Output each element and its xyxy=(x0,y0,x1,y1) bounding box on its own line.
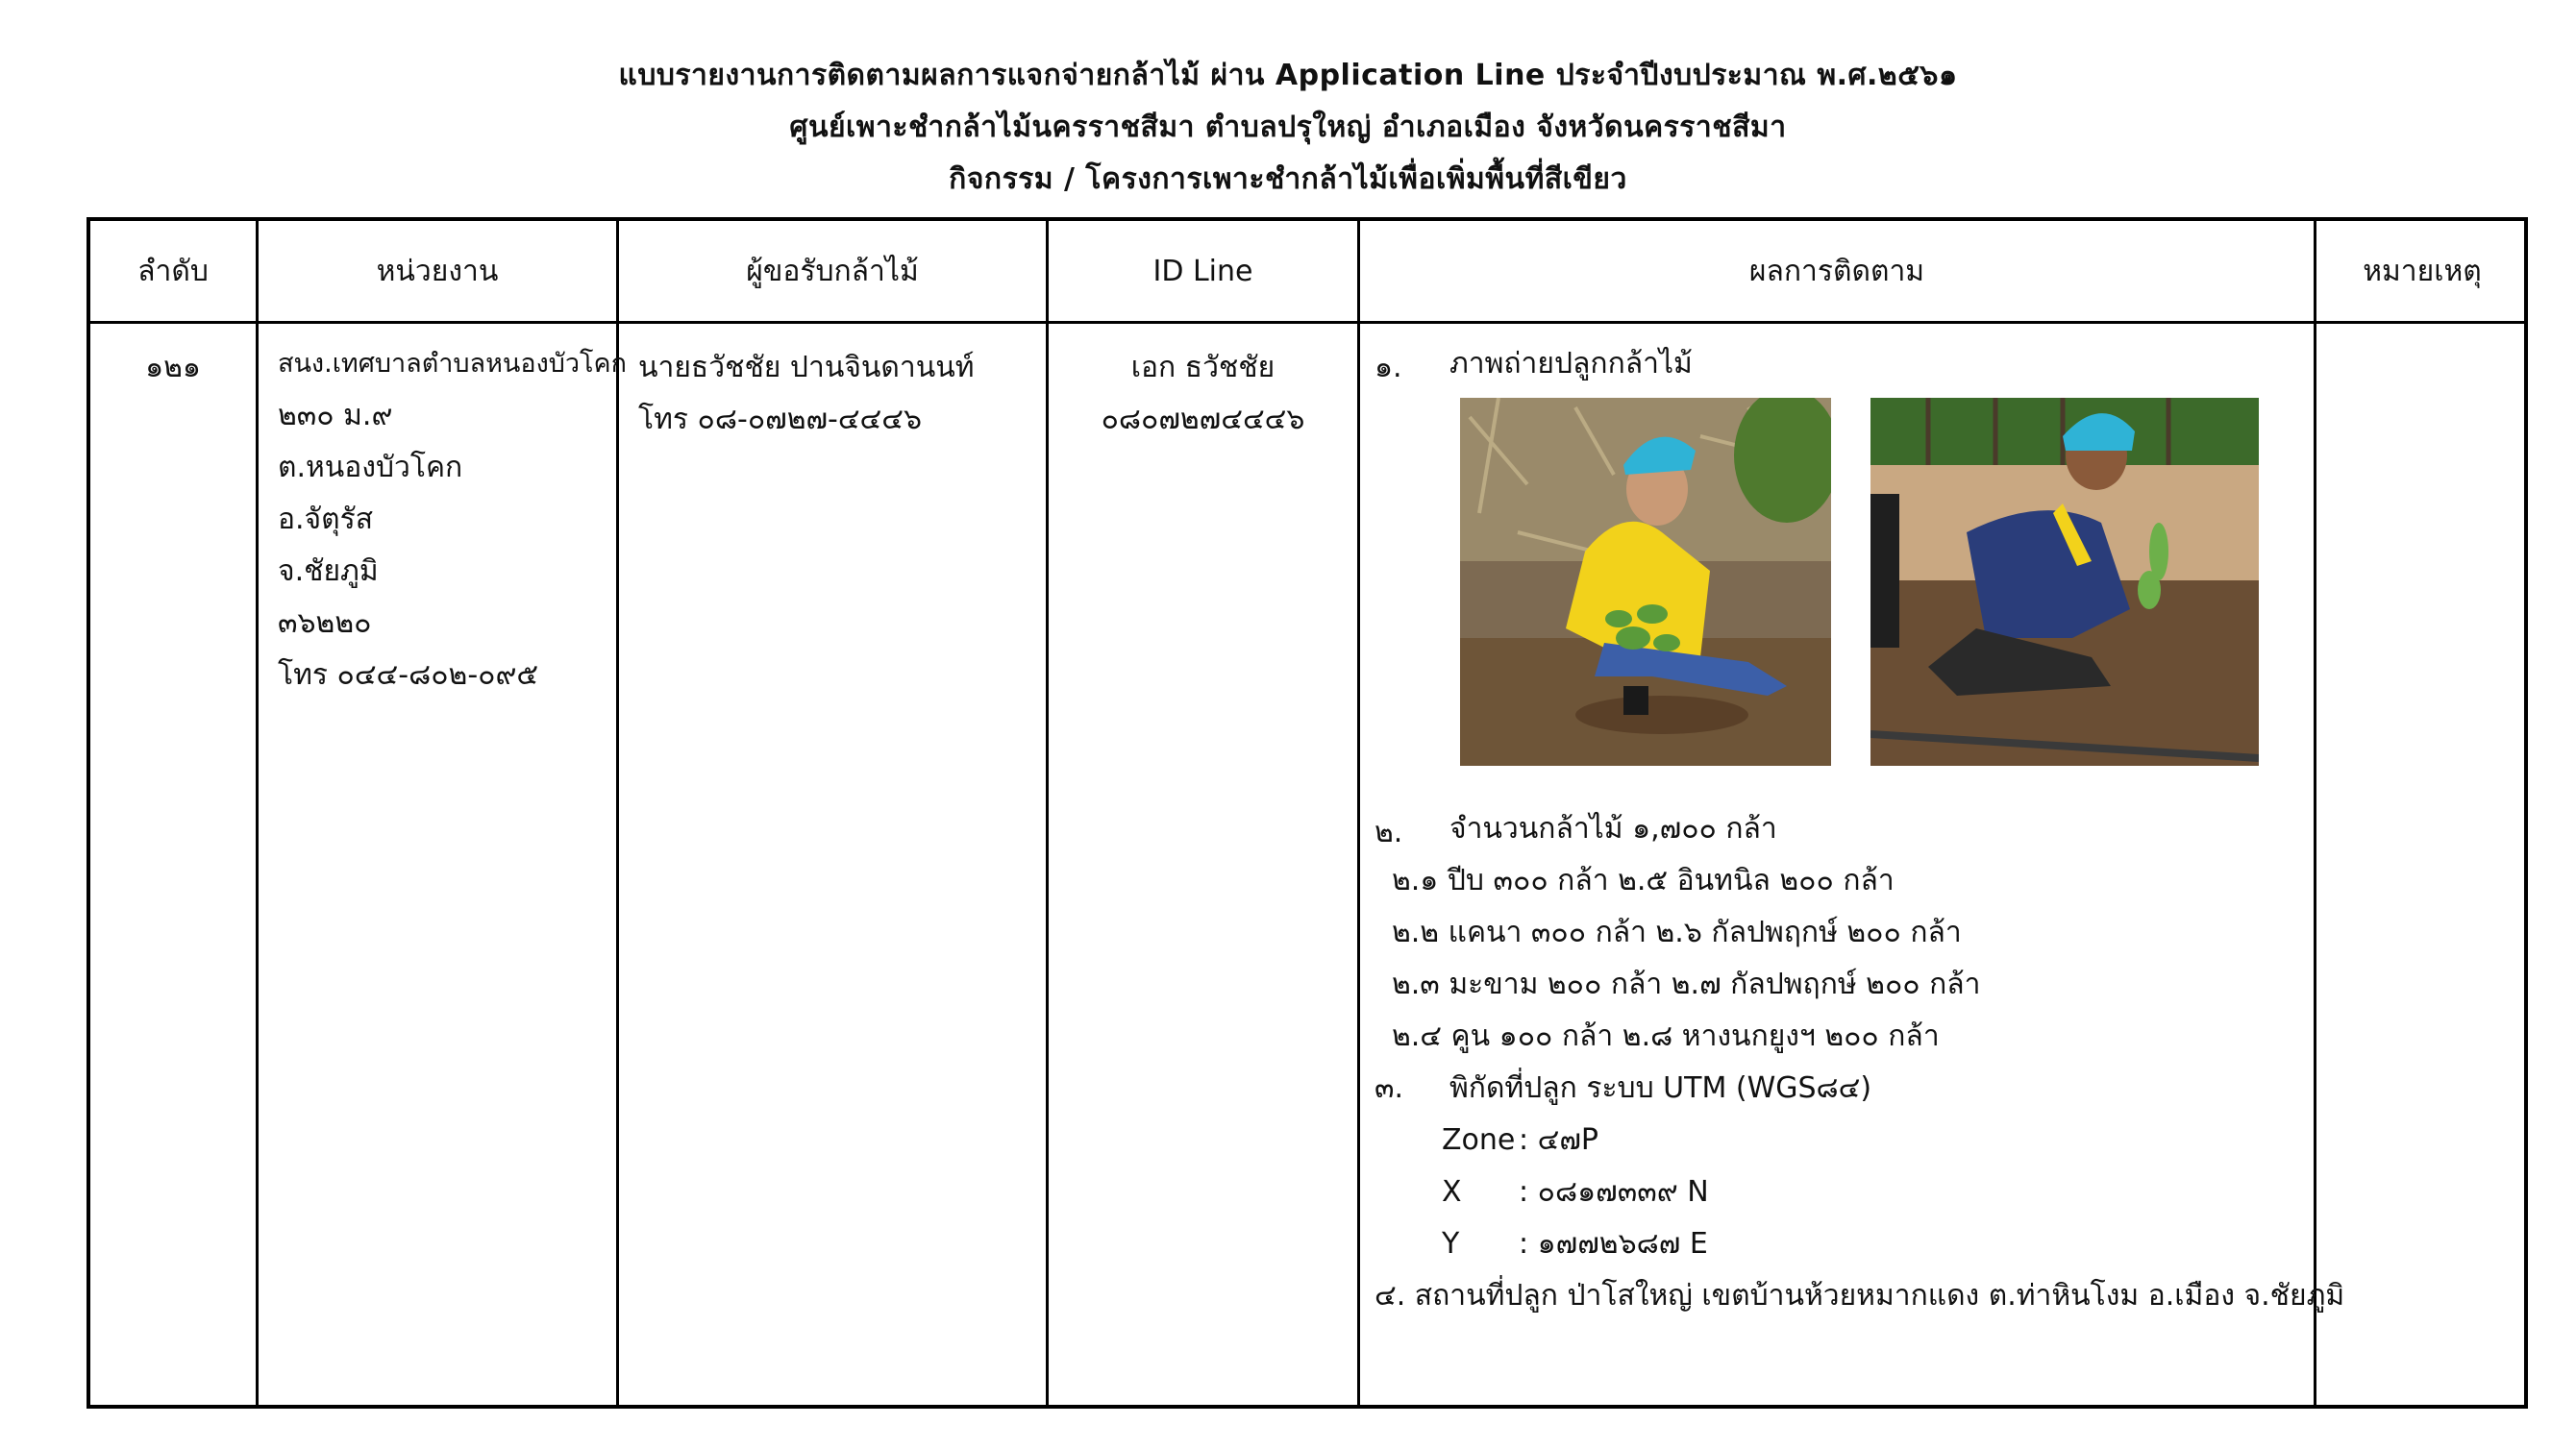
result-item3-label: พิกัดที่ปลูก ระบบ UTM (WGS๘๔) xyxy=(1449,1071,1872,1105)
result-item1-number: ๑. xyxy=(1375,351,1402,384)
report-subtitle-center: ศูนย์เพาะชำกล้าไม้นครราชสีมา ตำบลปรุใหญ่ อำเภอเมือง จังหวัดนครราชสีมา xyxy=(789,111,1787,144)
result-item4-location: ๔. สถานที่ปลูก ป่าโสใหญ่ เขตบ้านห้วยหมากแดง ต.ท่าหินโงม อ.เมือง จ.ชัยภูมิ xyxy=(1375,1279,2345,1313)
utm-y-value: : ๑๗๗๒๖๘๗ E xyxy=(1519,1227,1708,1261)
seedling-detail-row: ๒.๑ ปีบ ๓๐๐ กล้า ๒.๕ อินทนิล ๒๐๐ กล้า xyxy=(1392,864,1895,897)
agency-address: ๒๓๐ ม.๙ xyxy=(278,399,393,432)
line-id-number: ๐๘๐๗๒๗๔๔๔๖ xyxy=(1101,403,1305,436)
planting-photo-1-image xyxy=(1460,398,1831,766)
column-divider xyxy=(616,221,619,1405)
planting-photo-2 xyxy=(1870,398,2259,766)
report-subtitle-project: กิจกรรม / โครงการเพาะชำกล้าไม้เพื่อเพิ่มพื้นที่สีเขียว xyxy=(949,162,1627,196)
utm-y-label: Y xyxy=(1442,1227,1460,1261)
agency-district: อ.จัตุรัส xyxy=(278,503,374,536)
column-divider xyxy=(1357,221,1360,1405)
col-header-result: ผลการติดตาม xyxy=(1748,254,1925,288)
result-item1-label: ภาพถ่ายปลูกกล้าไม้ xyxy=(1449,347,1693,381)
line-id-name: เอก ธวัชชัย xyxy=(1130,351,1276,384)
planting-photo-1 xyxy=(1460,398,1831,766)
agency-name: สนง.เทศบาลตำบลหนองบัวโคก xyxy=(278,349,627,379)
seedling-detail-row: ๒.๓ มะขาม ๒๐๐ กล้า ๒.๗ กัลปพฤกษ์ ๒๐๐ กล้า xyxy=(1392,968,1981,1001)
planting-photo-2-image xyxy=(1870,398,2259,766)
agency-postcode: ๓๖๒๒๐ xyxy=(278,606,372,640)
agency-subdistrict: ต.หนองบัวโคก xyxy=(278,451,463,484)
result-item3-number: ๓. xyxy=(1375,1071,1404,1105)
utm-x-label: X xyxy=(1442,1175,1462,1209)
utm-x-value: : ๐๘๑๗๓๓๙ N xyxy=(1519,1175,1709,1209)
seedling-detail-row: ๒.๒ แคนา ๓๐๐ กล้า ๒.๖ กัลปพฤกษ์ ๒๐๐ กล้า xyxy=(1392,916,1962,949)
agency-province: จ.ชัยภูมิ xyxy=(278,554,379,588)
utm-zone-value: : ๔๗P xyxy=(1519,1123,1598,1157)
col-header-remark: หมายเหตุ xyxy=(2363,254,2482,288)
header-row-divider xyxy=(90,321,2524,324)
agency-phone: โทร ๐๔๔-๘๐๒-๐๙๕ xyxy=(278,658,539,692)
col-header-seq: ลำดับ xyxy=(137,254,209,288)
col-header-agency: หน่วยงาน xyxy=(376,254,499,288)
recipient-name: นายธวัชชัย ปานจินดานนท์ xyxy=(638,351,975,384)
result-item2-number: ๒. xyxy=(1375,816,1403,849)
report-table xyxy=(87,217,2528,1409)
utm-zone-label: Zone xyxy=(1442,1123,1516,1157)
recipient-phone: โทร ๐๘-๐๗๒๗-๔๔๔๖ xyxy=(638,403,923,436)
col-header-line-id: ID Line xyxy=(1152,254,1253,288)
seedling-detail-row: ๒.๔ คูน ๑๐๐ กล้า ๒.๘ หางนกยูงฯ ๒๐๐ กล้า xyxy=(1392,1019,1940,1053)
row-seq: ๑๒๑ xyxy=(145,351,201,384)
column-divider xyxy=(256,221,259,1405)
column-divider xyxy=(2314,221,2316,1405)
report-title: แบบรายงานการติดตามผลการแจกจ่ายกล้าไม้ ผ่าน Application Line ประจำปีงบประมาณ พ.ศ.๒๕๖๑ xyxy=(618,59,1958,92)
report-header xyxy=(0,50,2576,206)
col-header-recipient: ผู้ขอรับกล้าไม้ xyxy=(746,254,919,288)
result-item2-label: จำนวนกล้าไม้ ๑,๗๐๐ กล้า xyxy=(1449,812,1777,846)
